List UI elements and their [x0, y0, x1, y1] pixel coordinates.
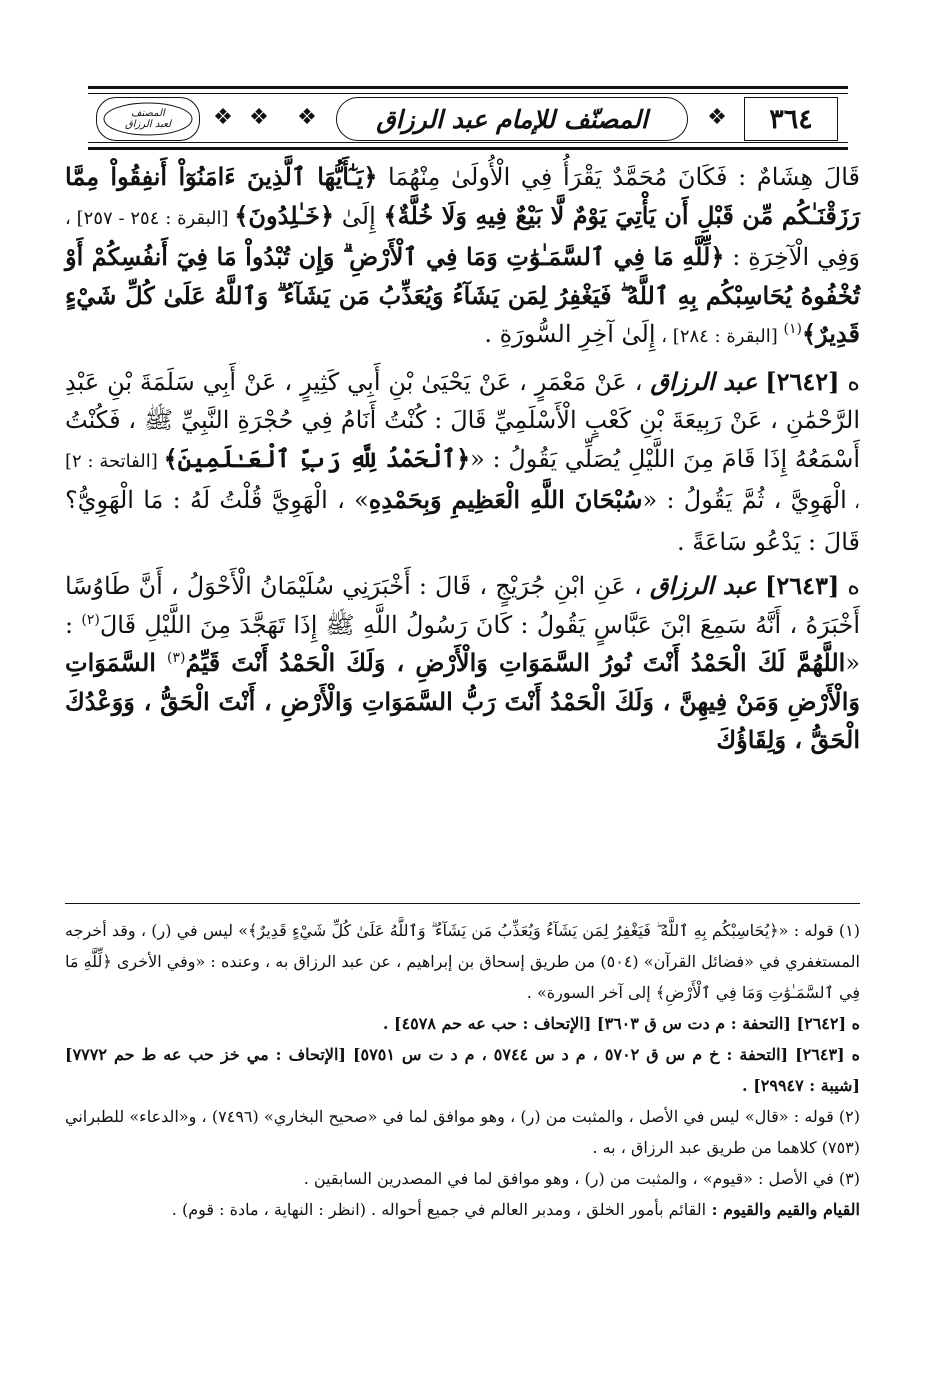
text: الْهَوِيَّ ، ثُمَّ يَقُولُ : «	[642, 486, 847, 514]
verse-reference: [البقرة : ٢٥٤ - ٢٥٧] ،	[65, 207, 235, 229]
logo-text	[125, 108, 171, 130]
paragraph-1	[65, 158, 860, 357]
text: قَالَ هِشَامٌ : فَكَانَ مُحَمَّدٌ يَقْرَأُ فِي الْأُولَىٰ مِنْهُمَا	[377, 163, 860, 191]
footnotes	[65, 915, 860, 1225]
hadith-marker: ه	[847, 572, 860, 600]
footnote-1: (١) قوله : «﴿يُحَاسِبْكُم بِهِ ٱللَّهُ ۖ فَيَغْفِرُ لِمَن يَشَآءُ وَيُعَذِّبُ مَن يَشَآءُ ۗ وَٱللَّهُ عَلَىٰ كُلِّ شَيْءٍ قَدِيرٌ﴾» ليس في (ر) ، وقد أخرجه المستغفري في «فضائل القرآن» (٥٠٤) من طريق إسحاق بن إبراهيم ، عن عبد الرزاق به ، وعنده : «وفي الأخرى ﴿لِّلَّهِ مَا فِي ٱلسَّمَـٰوَٰتِ وَمَا فِي ٱلْأَرْضِ﴾ إلى آخر السورة» .	[65, 921, 861, 1002]
takhrij-2642: ه [٢٦٤٢] [التحفة : م دت س ق ٣٦٠٣] [الإتحاف : حب عه حم ٤٥٧٨] .	[382, 1014, 860, 1033]
quran-verse: ﴿ٱلْحَمْدُ لِلَّهِ رَبِّ ٱلْعَـٰلَمِينَ﴾	[163, 443, 471, 473]
quran-verse: ﴿لِّلَّهِ مَا فِي ٱلسَّمَـٰوَٰتِ وَمَا فِي ٱلْأَرْضِ ۗ وَإِن تُبْدُواْ مَا فِيٓ أَنفُسِكُمْ أَوْ تُخْفُوهُ يُحَاسِبْكُم بِهِ ٱللَّهُ ۖ فَيَغْفِرُ لِمَن يَشَآءُ وَيُعَذِّبُ مَن يَشَآءُ ۗ وَٱللَّهُ عَلَىٰ كُلِّ شَيْءٍ قَدِيرٌ﴾	[65, 242, 861, 348]
footnote-ref: (١)	[783, 321, 802, 337]
ornament-icon: ❖	[297, 105, 317, 130]
footnote-2: (٢) قوله : «قال» ليس في الأصل ، والمثبت من (ر) ، وهو موافق لما في «صحيح البخاري» (٧٤٩٦) ، و«الدعاء» للطبراني (٧٥٣) كلاهما من طريق عبد الرزاق ، به .	[65, 1107, 860, 1157]
ornament-icon: ❖	[249, 105, 269, 130]
hadith-marker: ه	[847, 367, 860, 396]
text: : «	[65, 610, 860, 677]
dhikr-text: سُبْحَانَ اللَّهِ الْعَظِيمِ وَبِحَمْدِهِ	[368, 485, 643, 514]
text: ، عَنْ مَعْمَرٍ ، عَنْ يَحْيَىٰ بْنِ أَبِي كَثِيرٍ ، عَنْ أَبِي سَلَمَةَ بْنِ عَبْدِ الرَّحْمَٰنِ ، عَنْ رَبِيعَةَ بْنِ كَعْبٍ الْأَسْلَمِيِّ قَالَ : كُنْتُ أَنَامُ فِي حُجْرَةِ النَّبِيِّ ﷺ ، فَكُنْتُ أَسْمَعُهُ إِذَا قَامَ مِنَ اللَّيْلِ يُصَلِّي يَقُولُ : «	[65, 367, 860, 473]
text: ، عَنِ ابْنِ جُرَيْجٍ ، قَالَ : أَخْبَرَنِي سُلَيْمَانُ الْأَحْوَلُ ، أَنَّ طَاوُسًا أَخْبَرَهُ ، أَنَّهُ سَمِعَ ابْنَ عَبَّاسٍ يَقُولُ : كَانَ رَسُولُ اللَّهِ ﷺ إِذَا تَهَجَّدَ مِنَ اللَّيْلِ قَالَ	[65, 572, 861, 639]
hadith-2643	[65, 567, 860, 760]
dua-text: السَّمَوَاتِ وَالْأَرْضِ وَمَنْ فِيهِنَّ ، وَلَكَ الْحَمْدُ أَنْتَ رَبُّ السَّمَوَاتِ وَالْأَرْضِ ، أَنْتَ الْحَقُّ ، وَوَعْدُكَ الْحَقُّ ، وَلِقَاؤُكَ	[65, 648, 860, 754]
hadith-2642	[65, 363, 860, 562]
footnote-3: (٣) في الأصل : «قيوم» ، والمثبت من (ر) ، وهو موافق لما في المصدرين السابقين .	[303, 1169, 860, 1188]
dua-text: اللَّهُمَّ لَكَ الْحَمْدُ أَنْتَ نُورُ السَّمَوَاتِ وَالْأَرْضِ ، وَلَكَ الْحَمْدُ أَنْتَ قَيِّمُ	[185, 648, 846, 677]
narrator-name: عبد الرزاق	[649, 571, 757, 600]
gloss-term: القيام والقيم والقيوم :	[706, 1200, 860, 1219]
text: إِلَىٰ آخِرِ السُّورَةِ .	[484, 320, 656, 348]
footnote-4	[65, 1194, 860, 1225]
main-text	[65, 158, 860, 760]
text: إِلَىٰ	[334, 201, 384, 230]
narrator-name: عبد الرزاق	[650, 366, 758, 396]
gloss-text: القائم بأمور الخلق ، ومدبر العالم في جميع أحواله . (انظر : النهاية ، مادة : قوم) .	[171, 1200, 707, 1219]
logo-line: المصنف	[131, 108, 165, 119]
verse-reference: [البقرة : ٢٨٤] ،	[655, 326, 784, 347]
footnote-ref: (٢)	[81, 611, 100, 628]
publisher-logo	[96, 97, 200, 141]
hadith-number: [٢٦٤٣]	[765, 571, 840, 600]
quran-verse: ﴿خَـٰلِدُونَ﴾	[234, 200, 335, 230]
footnote-separator	[65, 903, 860, 904]
text: وَفِي الْآخِرَةِ :	[724, 243, 861, 271]
hadith-number: [٢٦٤٢]	[765, 366, 840, 396]
logo-line: لعبد الرزاق	[124, 119, 172, 130]
page-number: ٣٦٤	[744, 97, 838, 141]
quran-verse: ﴿يَـٰٓأَيُّهَا ٱلَّذِينَ ءَامَنُوٓاْ أَنفِقُواْ مِمَّا رَزَقْنَـٰكُم مِّن قَبْلِ أَن يَأْتِيَ يَوْمٌ لَّا بَيْعٌ فِيهِ وَلَا خُلَّةٌ﴾	[65, 162, 861, 230]
verse-reference: [الفاتحة : ٢] ،	[65, 450, 860, 513]
ornament-icon: ❖	[707, 105, 727, 130]
footnote-ref: (٣)	[167, 650, 186, 666]
book-title: المصنّف للإمام عبد الرزاق	[336, 97, 688, 141]
ornament-icon: ❖	[213, 105, 233, 130]
text: » ، الْهَوِيَّ قُلْتُ لَهُ : مَا الْهَوِيُّ؟ قَالَ : يَدْعُو سَاعَةً .	[65, 486, 860, 556]
page-header	[88, 86, 848, 150]
takhrij-2643: ه [٢٦٤٣] [التحفة : خ م س ق ٥٧٠٢ ، م د س ٥٧٤٤ ، م د ت س ٥٧٥١] [الإتحاف : مي خز حب عه ط حم ٧٧٧٢] [شيبة : ٢٩٩٤٧] .	[65, 1045, 860, 1095]
